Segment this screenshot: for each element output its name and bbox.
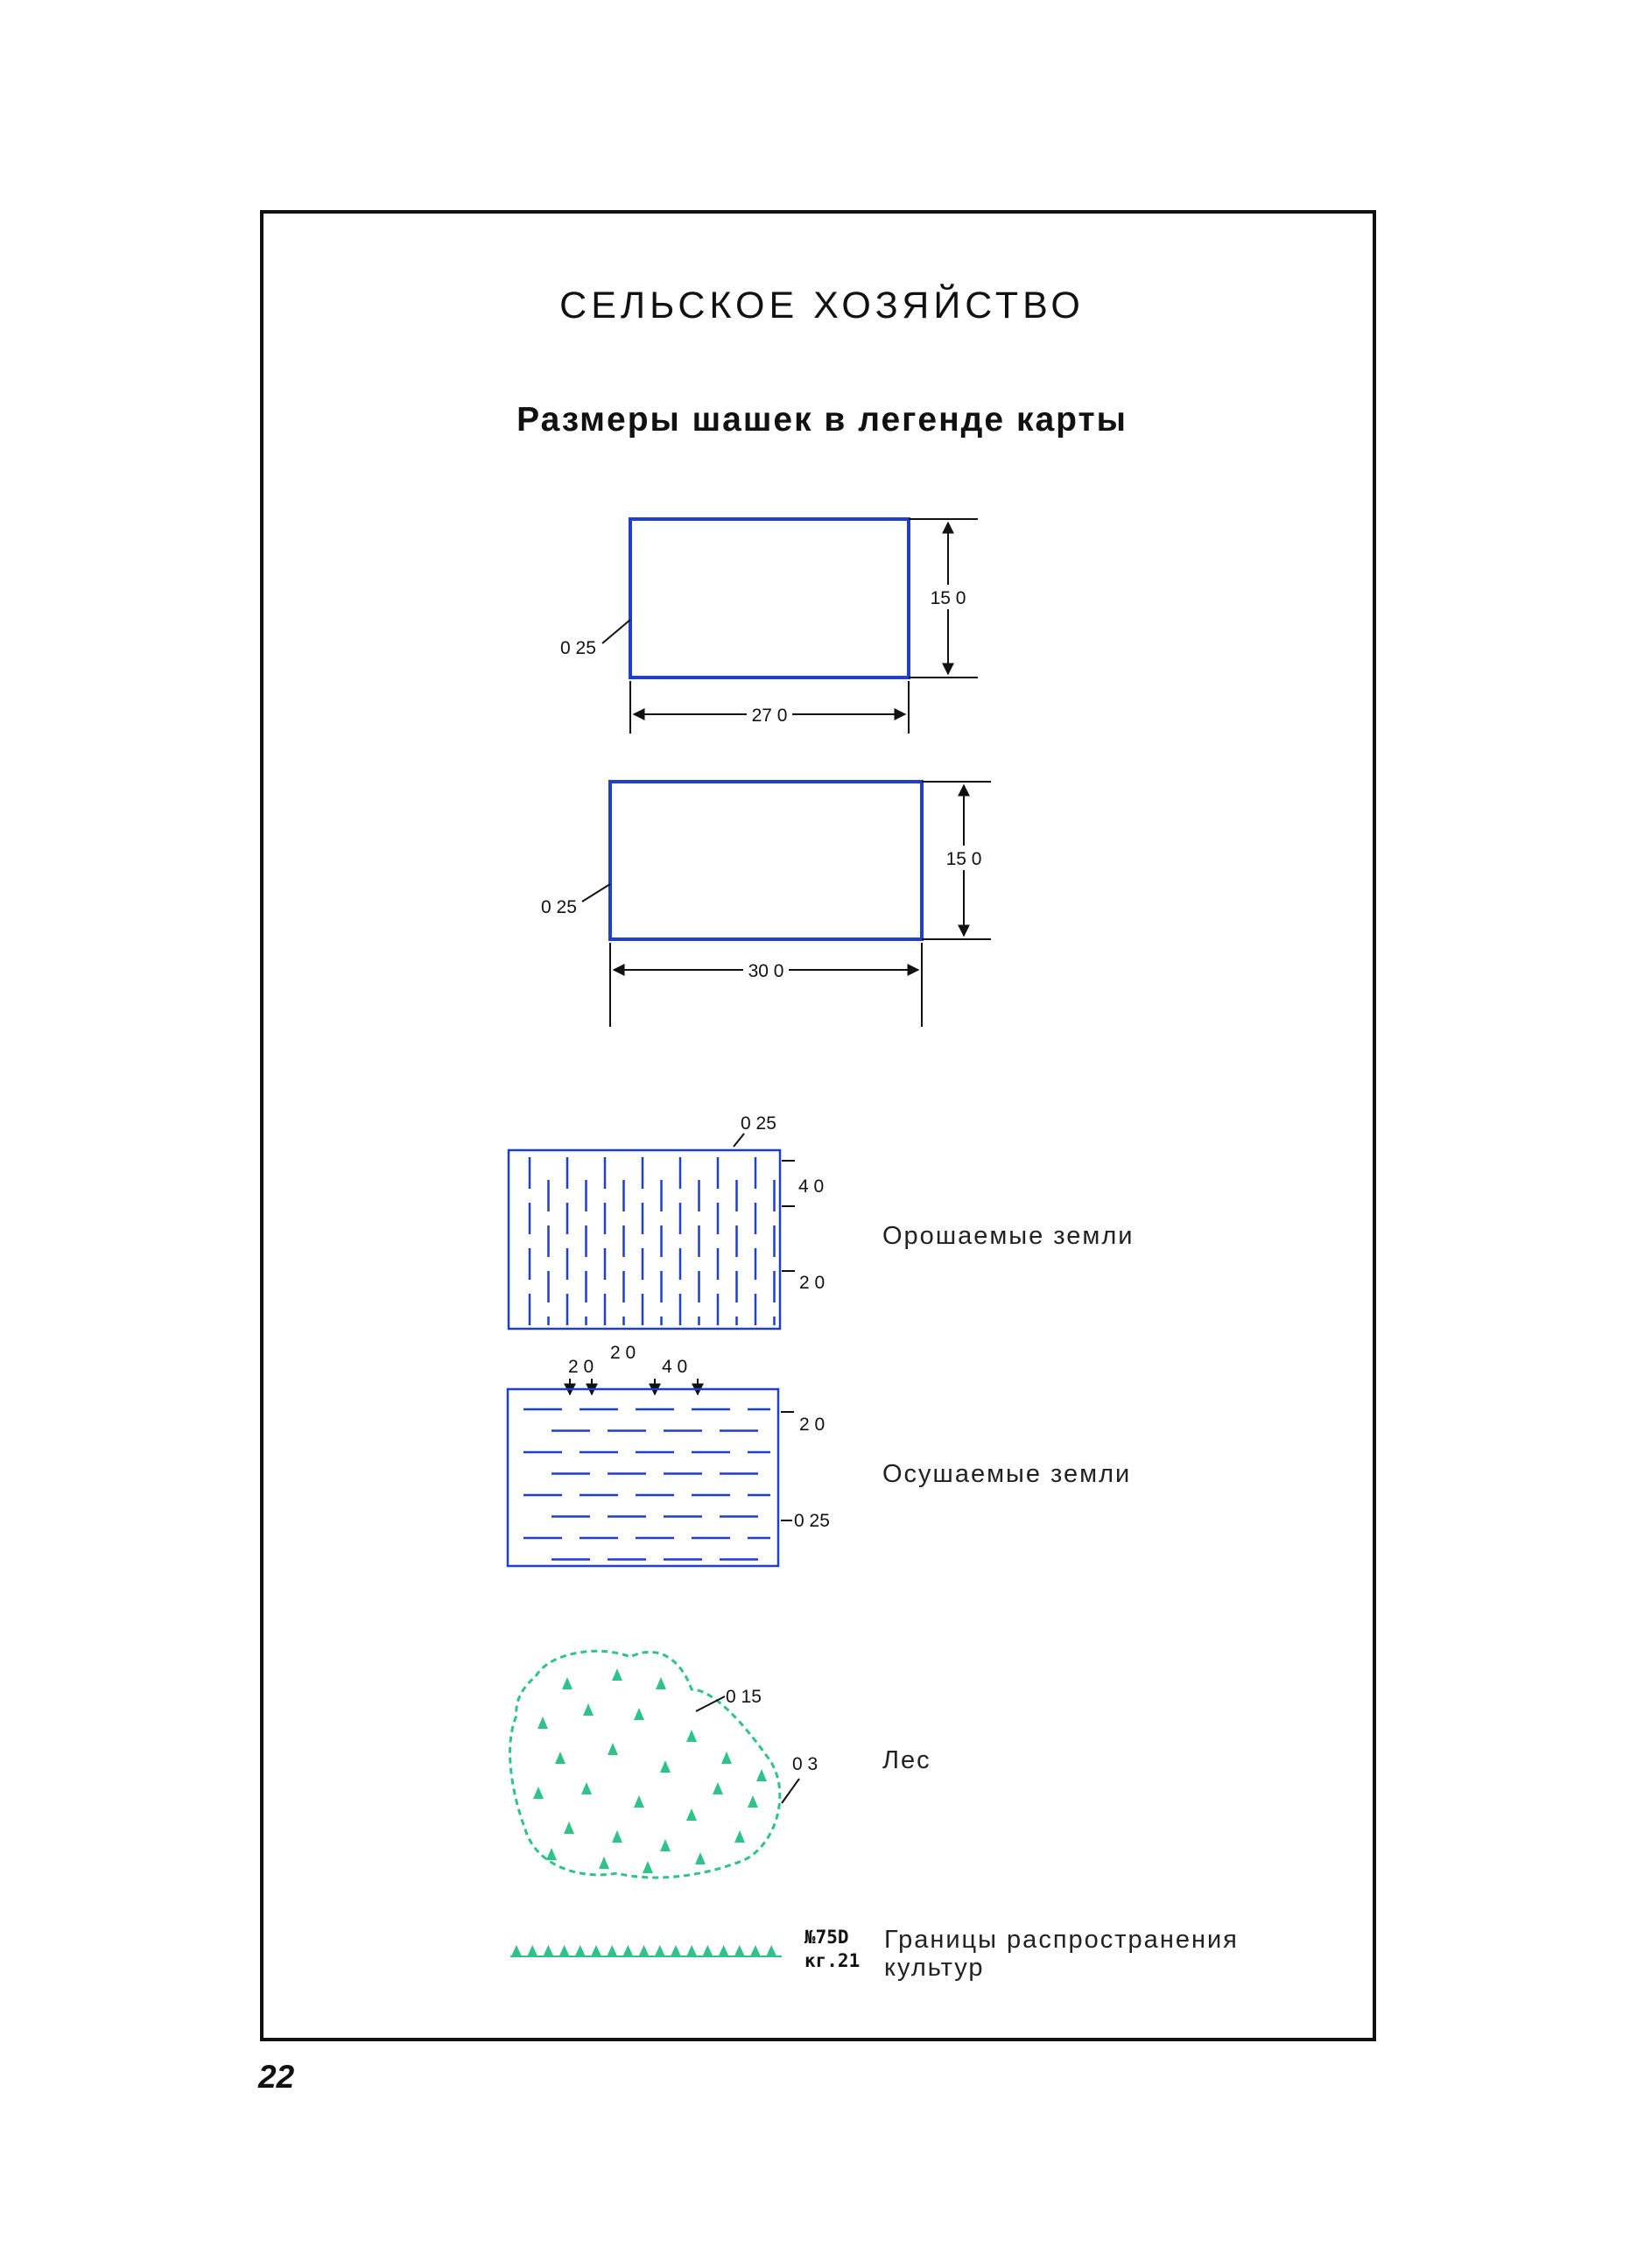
irrigated-line-width-label: 0 25 bbox=[741, 1113, 776, 1134]
leader-line bbox=[734, 1134, 744, 1147]
tree-symbol bbox=[555, 1752, 566, 1764]
tree-symbol bbox=[562, 1677, 573, 1689]
tree-symbol bbox=[612, 1668, 622, 1681]
width-label: 27 0 bbox=[751, 706, 788, 726]
tree-symbol bbox=[695, 1852, 706, 1864]
boundary-triangle bbox=[702, 1945, 713, 1956]
tree-symbol bbox=[756, 1769, 767, 1781]
tree-symbol bbox=[643, 1861, 653, 1873]
legend-label-crops-line1: Границы распространения bbox=[884, 1926, 1239, 1954]
swatch-box-27x15 bbox=[560, 519, 978, 734]
line-width-label: 0 25 bbox=[794, 1511, 830, 1531]
legend-label-crops-line2: культур bbox=[884, 1954, 985, 1982]
tree-symbol bbox=[721, 1752, 732, 1764]
crop-code-line1: №75D bbox=[804, 1927, 849, 1948]
tree-symbol bbox=[612, 1830, 622, 1843]
boundary-triangle bbox=[591, 1945, 601, 1956]
spacing-label-a: 2 0 bbox=[610, 1343, 636, 1363]
crop-boundary-line bbox=[510, 1945, 782, 1956]
legend-label-crops bbox=[884, 1926, 1239, 1982]
boundary-triangle bbox=[527, 1945, 537, 1956]
height-label: 15 0 bbox=[930, 588, 966, 608]
boundary-triangle bbox=[655, 1945, 665, 1956]
page-title: СЕЛЬСКОЕ ХОЗЯЙСТВО bbox=[559, 284, 1085, 327]
tree-symbol bbox=[599, 1857, 609, 1869]
page-number: 22 bbox=[258, 2059, 295, 2095]
stroke-length-label: 4 0 bbox=[798, 1176, 825, 1197]
drained-swatch bbox=[508, 1389, 830, 1566]
boundary-triangle bbox=[575, 1945, 586, 1956]
tree-symbol bbox=[660, 1760, 671, 1773]
swatch-box-30x15 bbox=[541, 782, 991, 1027]
gap-label: 2 0 bbox=[799, 1273, 826, 1293]
boundary-triangle bbox=[734, 1945, 745, 1956]
spacing-label-b: 2 0 bbox=[568, 1357, 594, 1377]
tree-symbol bbox=[713, 1782, 723, 1794]
boundary-triangle bbox=[639, 1945, 650, 1956]
tree-symbol bbox=[608, 1743, 618, 1755]
tree-size-label: 0 3 bbox=[792, 1754, 818, 1774]
swatch-rect bbox=[610, 782, 922, 939]
tree-symbol bbox=[748, 1795, 758, 1808]
tree-symbol bbox=[533, 1787, 544, 1799]
boundary-triangle bbox=[559, 1945, 570, 1956]
tree-symbol bbox=[581, 1782, 592, 1794]
tree-symbol bbox=[564, 1822, 574, 1834]
tree-symbol bbox=[537, 1717, 548, 1729]
tree-symbol bbox=[634, 1795, 644, 1808]
leader-line bbox=[782, 1779, 799, 1803]
tree-symbol bbox=[656, 1677, 666, 1689]
boundary-triangle bbox=[766, 1945, 776, 1956]
crop-code-line2: кг.21 bbox=[804, 1950, 861, 1971]
tree-symbol bbox=[734, 1830, 745, 1843]
spacing-label-c: 4 0 bbox=[662, 1357, 688, 1377]
tree-symbol bbox=[634, 1708, 644, 1720]
height-label: 15 0 bbox=[945, 849, 982, 869]
forest-swatch bbox=[510, 1651, 818, 1878]
leader-line bbox=[582, 884, 610, 902]
outline-width-label: 0 15 bbox=[726, 1687, 762, 1707]
horizontal-strokes bbox=[523, 1409, 770, 1560]
tree-symbol bbox=[583, 1703, 594, 1716]
boundary-triangle bbox=[671, 1945, 681, 1956]
legend-label-forest: Лес bbox=[882, 1746, 931, 1774]
boundary-triangle bbox=[607, 1945, 617, 1956]
swatch-rect bbox=[508, 1389, 778, 1566]
boundary-triangle bbox=[719, 1945, 729, 1956]
legend-label-irrigated: Орошаемые земли bbox=[882, 1222, 1135, 1250]
boundary-triangle bbox=[686, 1945, 697, 1956]
page-subtitle: Размеры шашек в легенде карты bbox=[516, 401, 1128, 439]
tree-symbol bbox=[686, 1808, 697, 1821]
tree-symbol bbox=[686, 1730, 697, 1742]
boundary-triangle bbox=[543, 1945, 553, 1956]
legend-label-drained: Осушаемые земли bbox=[882, 1460, 1132, 1488]
boundary-triangle bbox=[511, 1945, 522, 1956]
line-weight-label: 0 25 bbox=[541, 897, 577, 917]
forest-outline bbox=[510, 1651, 780, 1878]
crop-code bbox=[804, 1926, 860, 1973]
tree-symbol bbox=[660, 1839, 671, 1851]
boundary-triangle bbox=[622, 1945, 633, 1956]
leader-line bbox=[602, 620, 630, 643]
row-gap-label: 2 0 bbox=[799, 1415, 826, 1435]
irrigated-swatch bbox=[509, 1113, 825, 1394]
width-label: 30 0 bbox=[748, 961, 784, 981]
line-weight-label: 0 25 bbox=[560, 638, 596, 658]
tree-symbol bbox=[546, 1848, 557, 1860]
boundary-triangle bbox=[750, 1945, 761, 1956]
swatch-rect bbox=[630, 519, 909, 678]
vertical-strokes bbox=[530, 1157, 775, 1325]
